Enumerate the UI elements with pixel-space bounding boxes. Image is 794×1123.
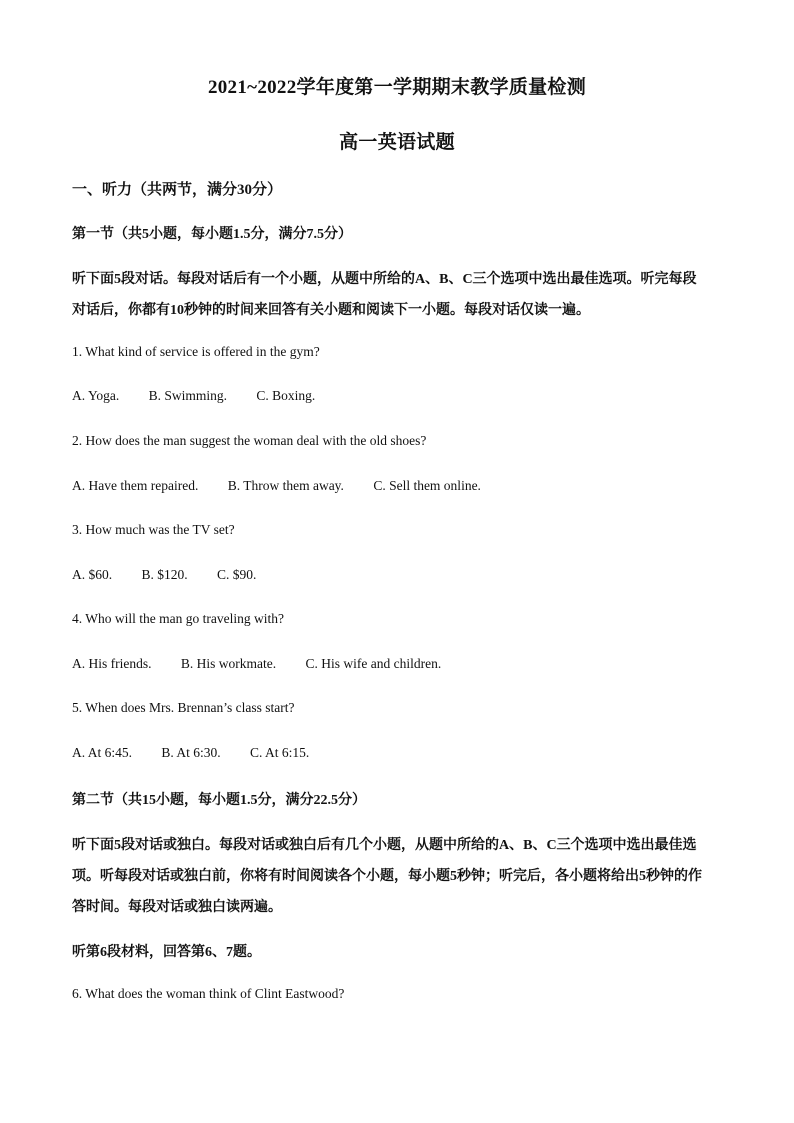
section1-instruction-line1: 听下面5段对话。每段对话后有一个小题，从题中所给的A、B、C三个选项中选出最佳选项。听完每段	[72, 272, 697, 287]
option-a: A. Have them repaired.	[72, 478, 199, 493]
question-1-options	[72, 388, 315, 404]
section1-heading: 第一节（共5小题，每小题1.5分，满分7.5分）	[72, 227, 352, 242]
question-2-options	[72, 478, 481, 494]
question-1-stem: 1. What kind of service is offered in the gym?	[72, 344, 320, 359]
question-5-stem: 5. When does Mrs. Brennan’s class start?	[72, 700, 295, 715]
section2-instruction-line2: 项。听每段对话或独白前，你将有时间阅读各个小题，每小题5秒钟；听完后，各小题将给出5秒钟的作	[72, 869, 702, 884]
section2-heading: 第二节（共15小题，每小题1.5分，满分22.5分）	[72, 793, 366, 808]
option-a: A. His friends.	[72, 656, 152, 671]
material-6-heading: 听第6段材料，回答第6、7题。	[72, 945, 261, 960]
part-heading-listening: 一、听力（共两节，满分30分）	[72, 182, 283, 198]
exam-title: 2021~2022学年度第一学期期末教学质量检测	[207, 77, 587, 98]
question-2-stem: 2. How does the man suggest the woman deal with the old shoes?	[72, 433, 427, 448]
option-a: A. Yoga.	[72, 388, 120, 403]
section1-instruction-line2: 对话后，你都有10秒钟的时间来回答有关小题和阅读下一小题。每段对话仅读一遍。	[72, 303, 590, 318]
question-4-stem: 4. Who will the man go traveling with?	[72, 611, 284, 626]
option-b: B. At 6:30.	[161, 745, 221, 760]
option-b: B. Swimming.	[148, 388, 228, 403]
option-b: B. $120.	[141, 567, 188, 582]
option-c: C. $90.	[217, 567, 257, 582]
question-3-options	[72, 567, 256, 583]
question-4-options	[72, 656, 441, 672]
section2-instruction-line1: 听下面5段对话或独白。每段对话或独白后有几个小题，从题中所给的A、B、C三个选项中选出最佳选	[72, 838, 697, 853]
section2-instruction-line3: 答时间。每段对话或独白读两遍。	[72, 900, 282, 915]
option-b: B. His workmate.	[180, 656, 277, 671]
exam-subtitle: 高一英语试题	[339, 132, 455, 153]
option-c: C. Sell them online.	[373, 478, 481, 493]
option-c: C. At 6:15.	[250, 745, 310, 760]
option-a: A. $60.	[72, 567, 113, 582]
question-5-options	[72, 745, 309, 761]
question-6-stem: 6. What does the woman think of Clint Eastwood?	[72, 986, 345, 1001]
option-a: A. At 6:45.	[72, 745, 133, 760]
question-3-stem: 3. How much was the TV set?	[72, 522, 235, 537]
option-c: C. Boxing.	[256, 388, 316, 403]
option-c: C. His wife and children.	[305, 656, 442, 671]
option-b: B. Throw them away.	[227, 478, 344, 493]
